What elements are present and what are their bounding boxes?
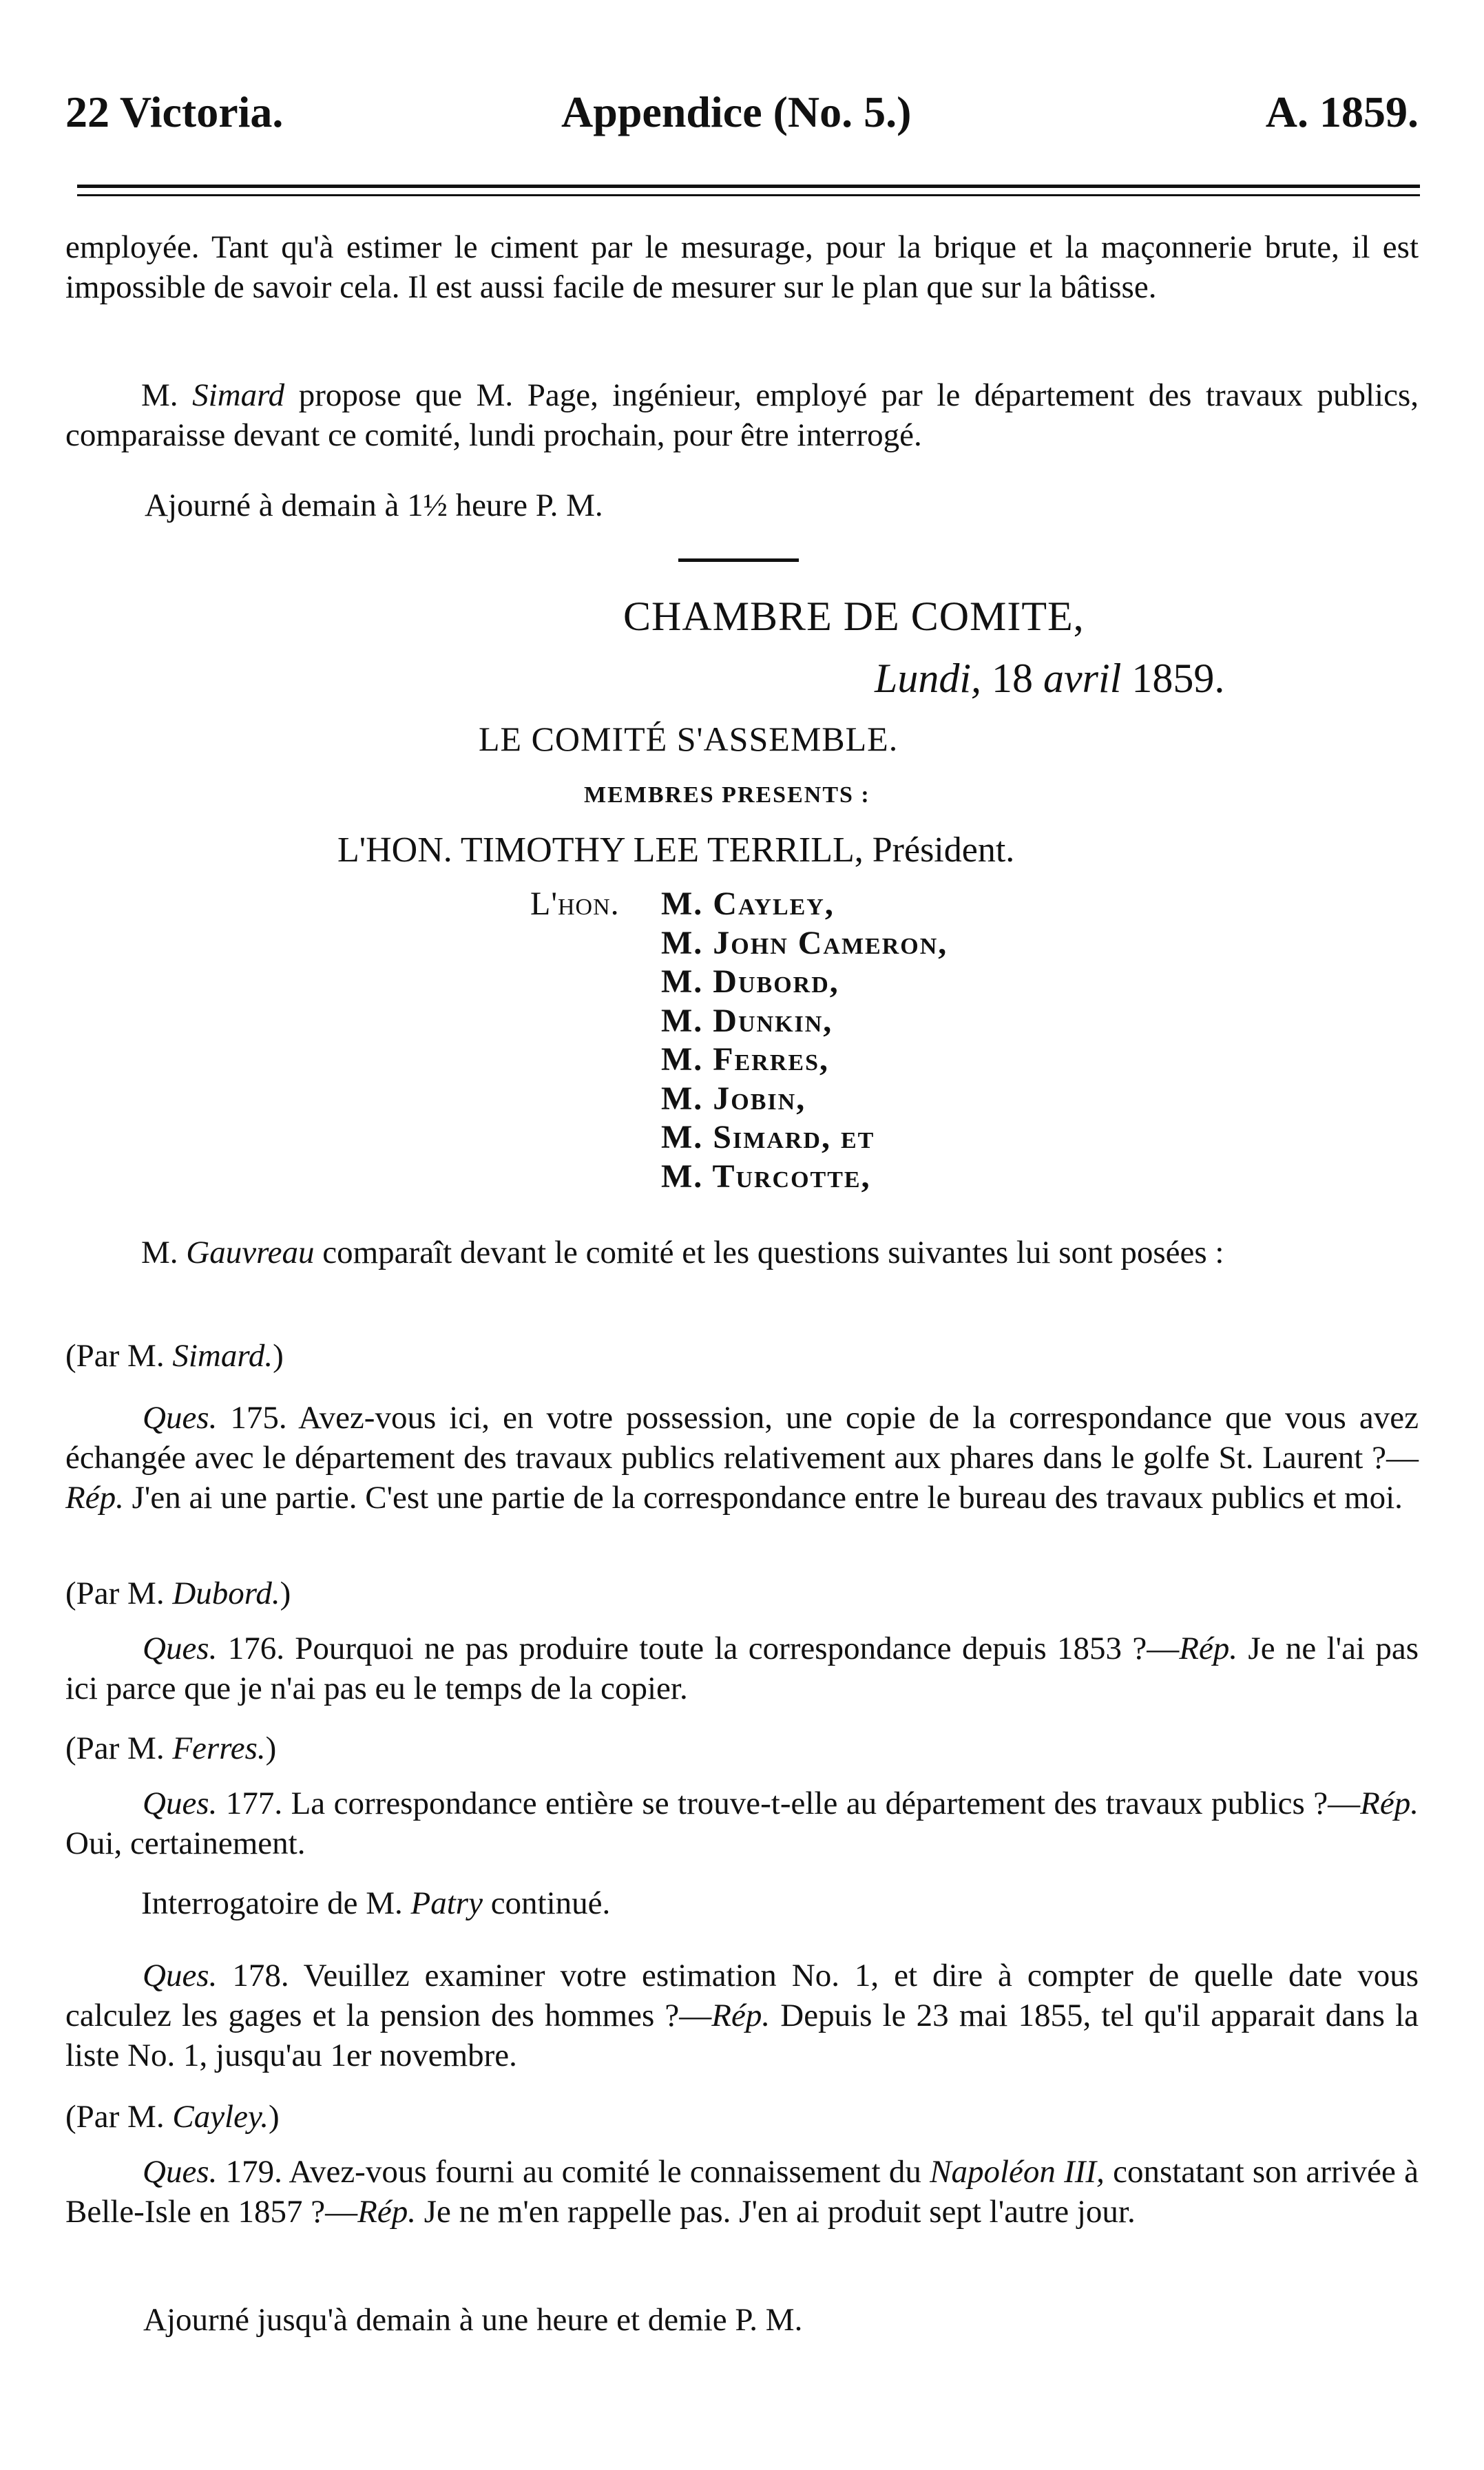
interro-suffix: continué. [490, 1885, 611, 1921]
date-number: 18 [992, 656, 1034, 701]
members-present-label: MEMBRES PRESENTS : [584, 782, 870, 808]
header-title: Appendice (No. 5.) [561, 87, 912, 136]
examiner-close: ) [269, 2099, 280, 2135]
question-label: Ques. [143, 1400, 218, 1436]
interro-name: Patry [410, 1885, 483, 1921]
header-rule-thin [77, 194, 1420, 196]
member-name: M. Cayley, [661, 886, 835, 922]
answer-text: Oui, certainement. [65, 1825, 306, 1861]
answer-label: Rép. [711, 1998, 771, 2033]
examiner-name: Dubord. [172, 1576, 280, 1611]
member-name: M. Jobin, [661, 1080, 806, 1117]
question-text: 178. Veuillez examiner votre estimation No. 1, et dire à compter de quelle date vous calculez les gages et la pension des hommes ?— [65, 1958, 1419, 2033]
answer-text: Je ne m'en rappelle pas. J'en ai produit sept l'autre jour. [424, 2194, 1136, 2230]
member-name: M. Ferres, [661, 1041, 829, 1078]
answer-text: J'en ai une partie. C'est une partie de la correspondance entre le bureau des travaux publics et moi. [132, 1480, 1403, 1516]
question-text: 179. Avez-vous fourni au comité le connaissement du [225, 2154, 921, 2190]
paragraph-motion [65, 375, 1419, 455]
examiner-name: Ferres. [172, 1730, 266, 1766]
question-text-continued: constatant son arrivée à Belle-Isle en 1857 ?— [65, 2154, 1419, 2230]
question-176 [65, 1629, 1419, 1708]
examiner-close: ) [273, 1338, 284, 1374]
date-month: avril [1043, 656, 1122, 701]
question-177 [65, 1783, 1419, 1863]
header-session: 22 Victoria. [65, 87, 284, 136]
date-day: Lundi, [875, 656, 982, 701]
paragraph-text: Ajourné à demain à 1½ heure P. M. [145, 488, 603, 523]
interrogation-continued [141, 1883, 610, 1923]
examiner-name: Cayley. [172, 2099, 269, 2135]
examiner-prefix: (Par M. [65, 1338, 165, 1374]
intro-text: comparaît devant le comité et les questions suivantes lui sont posées : [322, 1235, 1224, 1270]
examiner-line [65, 2097, 280, 2137]
answer-text: Depuis le 23 mai 1855, tel qu'il apparait dans la liste No. 1, jusqu'au 1er novembre. [65, 1998, 1419, 2073]
examiner-line [65, 1728, 276, 1768]
closing-adjourn: Ajourné jusqu'à demain à une heure et demie P. M. [143, 2302, 803, 2338]
president-line: L'HON. TIMOTHY LEE TERRILL, Président. [337, 830, 1015, 870]
examiner-line [65, 1336, 284, 1376]
motion-prefix: M. [141, 377, 178, 413]
paragraph-continuation [65, 227, 1419, 307]
testimony-intro [65, 1233, 1419, 1273]
ship-name: Napoléon III, [930, 2154, 1105, 2190]
page-header [65, 81, 1419, 143]
answer-label: Rép. [1179, 1631, 1238, 1666]
examiner-name: Simard. [172, 1338, 273, 1374]
question-178 [65, 1956, 1419, 2075]
question-179 [65, 2152, 1419, 2232]
motion-text: propose que M. Page, ingénieur, employé par le département des travaux publics, comparaisse devant ce comité, lundi prochain, pour être interrogé. [65, 377, 1419, 453]
member-name: M. Dubord, [661, 963, 839, 1000]
committee-assembles: LE COMITÉ S'ASSEMBLE. [479, 720, 899, 758]
header-year: A. 1859. [1265, 87, 1419, 136]
examiner-prefix: (Par M. [65, 2099, 165, 2135]
examiner-prefix: (Par M. [65, 1576, 165, 1611]
member-name: M. Turcotte, [661, 1158, 871, 1195]
witness-name: Gauvreau [186, 1235, 315, 1270]
question-text: 177. La correspondance entière se trouve-t-elle au département des travaux publics ?— [225, 1786, 1361, 1821]
question-label: Ques. [143, 1786, 218, 1821]
question-label: Ques. [143, 1631, 218, 1666]
motion-member: Simard [192, 377, 285, 413]
date-year: 1859. [1131, 656, 1225, 701]
hon-prefix: L'hon. [530, 886, 620, 922]
chamber-heading: CHAMBRE DE COMITE, [623, 594, 1085, 639]
question-text: 176. Pourquoi ne pas produire toute la correspondance depuis 1853 ?— [227, 1631, 1180, 1666]
interro-prefix: Interrogatoire de M. [141, 1885, 403, 1921]
session-date [875, 651, 1224, 706]
paragraph-text: employée. Tant qu'à estimer le ciment par le mesurage, pour la brique et la maçonnerie brute, il est impossible de savoir cela. Il est aussi facile de mesurer sur le plan que sur la bâtisse. [65, 229, 1419, 305]
answer-label: Rép. [65, 1480, 124, 1516]
header-rule-thick [77, 185, 1420, 188]
question-text: 175. Avez-vous ici, en votre possession, une copie de la correspondance que vous avez échangée avec le département des travaux publics relativement aux phares dans le golfe St. Laurent ?— [65, 1400, 1419, 1476]
intro-prefix: M. [141, 1235, 178, 1270]
answer-text: Je ne l'ai pas ici parce que je n'ai pas eu le temps de la copier. [65, 1631, 1419, 1706]
answer-label: Rép. [1360, 1786, 1419, 1821]
section-divider [678, 558, 799, 562]
question-label: Ques. [143, 1958, 218, 1993]
member-name: M. Simard, et [661, 1119, 875, 1155]
paragraph-adjourn [145, 485, 1384, 525]
answer-label: Rép. [357, 2194, 416, 2230]
examiner-prefix: (Par M. [65, 1730, 165, 1766]
paragraph-text [65, 375, 1419, 455]
examiner-close: ) [265, 1730, 277, 1766]
member-name: M. Dunkin, [661, 1002, 833, 1039]
question-175 [65, 1398, 1419, 1518]
examiner-close: ) [280, 1576, 291, 1611]
examiner-line [65, 1573, 291, 1613]
member-name: M. John Cameron, [661, 924, 948, 961]
question-label: Ques. [143, 2154, 218, 2190]
